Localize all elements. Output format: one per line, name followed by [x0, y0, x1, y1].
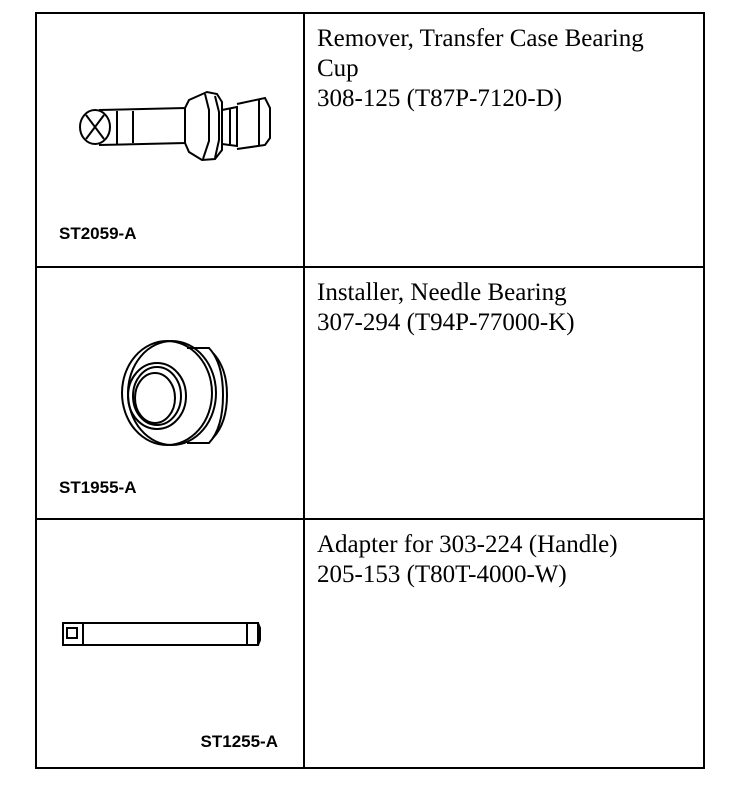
illustration-code: ST1255-A — [200, 732, 278, 751]
tool-illustration-cell — [37, 14, 305, 266]
tool-number: 205-153 (T80T-4000-W) — [317, 561, 567, 588]
tool-row — [37, 14, 703, 266]
tool-description-cell — [305, 520, 703, 767]
tool-row — [37, 266, 703, 518]
tool-illustration-cell — [37, 520, 305, 767]
illustration-code: ST2059-A — [59, 224, 137, 243]
tool-number: 308-125 (T87P-7120-D) — [317, 85, 563, 112]
tool-description-cell — [305, 268, 703, 518]
tool-name: Remover, Transfer Case Bearing Cup — [317, 25, 644, 82]
tool-description-cell — [305, 14, 703, 266]
tool-row — [37, 518, 703, 767]
tool-number: 307-294 (T94P-77000-K) — [317, 309, 575, 336]
tool-illustration-cell — [37, 268, 305, 518]
illustration-code: ST1955-A — [59, 478, 137, 497]
tool-name: Adapter for 303-224 (Handle) — [317, 531, 618, 558]
special-tools-table — [35, 12, 705, 769]
tool-name: Installer, Needle Bearing — [317, 279, 567, 306]
